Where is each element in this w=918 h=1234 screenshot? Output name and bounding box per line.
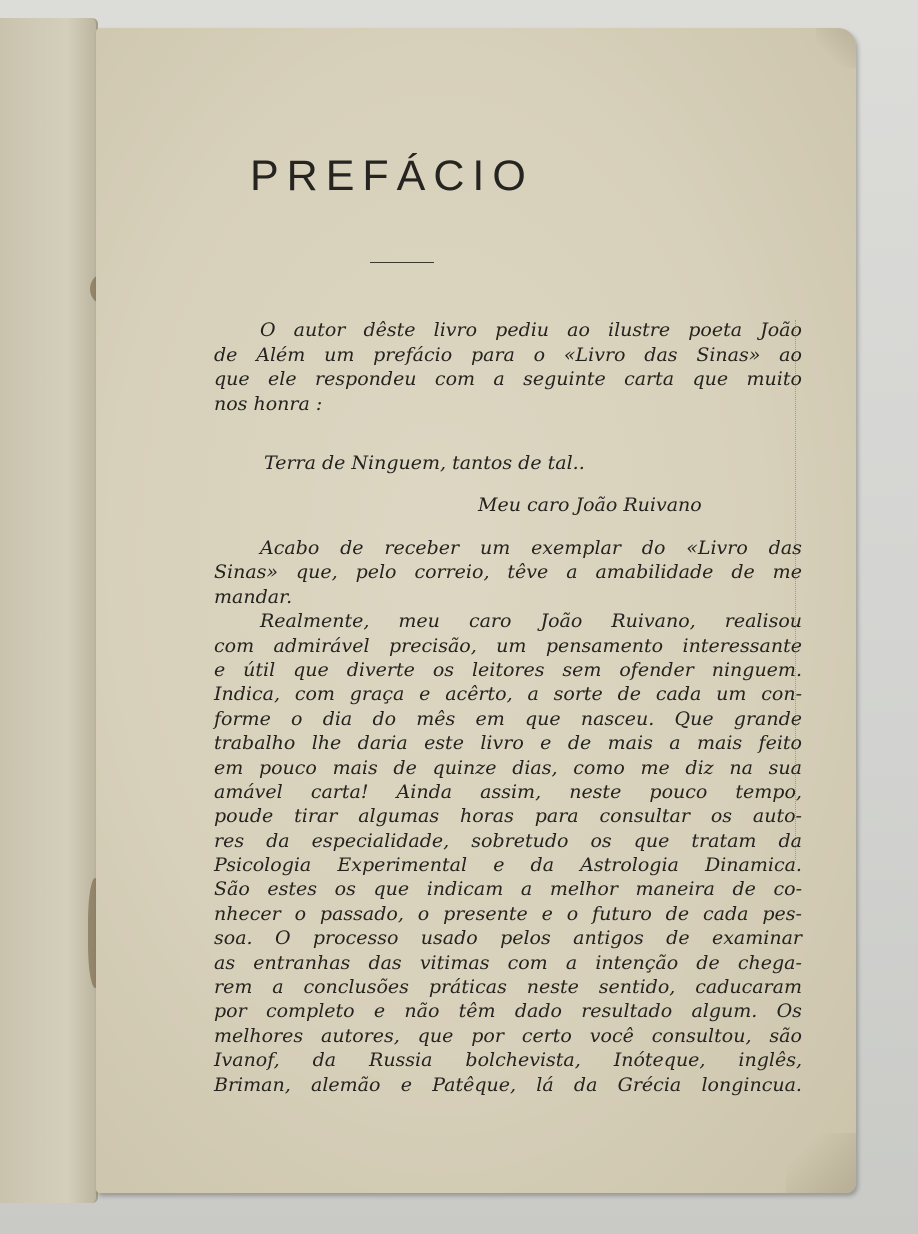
word: você xyxy=(589,1024,634,1047)
word: grande xyxy=(733,707,802,730)
word: carta! xyxy=(310,780,369,803)
word: o xyxy=(417,902,430,925)
word: como xyxy=(573,756,625,779)
text-line xyxy=(214,658,802,682)
word: das xyxy=(768,537,802,559)
text-line xyxy=(214,1024,802,1048)
word: sorte xyxy=(553,683,603,706)
word: João xyxy=(760,319,802,341)
word: que xyxy=(417,1024,454,1047)
word: do xyxy=(372,707,397,730)
word: por xyxy=(214,1000,247,1023)
text-line xyxy=(214,343,802,368)
word: o xyxy=(294,902,307,925)
word: completo xyxy=(265,1000,355,1023)
text-line xyxy=(214,731,802,755)
word: amável xyxy=(214,780,283,803)
word: pensamento xyxy=(545,634,664,657)
word: passado, xyxy=(319,902,404,925)
word: a xyxy=(566,561,578,584)
word: a xyxy=(520,878,533,901)
word: entranhas xyxy=(253,951,351,974)
word: diverte xyxy=(346,658,415,681)
word: de xyxy=(732,878,756,901)
word: O xyxy=(274,927,291,950)
word: pes- xyxy=(762,902,802,925)
word: Grécia xyxy=(617,1073,682,1096)
word: que xyxy=(692,368,729,391)
word: consultou, xyxy=(651,1024,752,1047)
word: o xyxy=(291,707,303,730)
word: futuro xyxy=(592,902,652,925)
text-line xyxy=(214,609,802,633)
word: carta xyxy=(624,368,675,391)
text-line xyxy=(214,829,802,853)
text-line xyxy=(214,999,802,1023)
word: acêrto, xyxy=(445,683,513,706)
word: Realmente, xyxy=(260,610,370,633)
text-line xyxy=(214,1048,802,1072)
word: Dinamica. xyxy=(704,854,802,877)
word: Briman, xyxy=(214,1073,291,1096)
word: neste xyxy=(569,780,622,803)
word: a xyxy=(493,368,505,391)
word: ofender xyxy=(619,658,694,681)
word: ao xyxy=(779,343,802,366)
text-line xyxy=(214,707,802,731)
word: res xyxy=(214,829,245,852)
text-line: nos honra : xyxy=(214,393,323,416)
word: pouco xyxy=(649,780,708,803)
word: práticas xyxy=(428,976,507,999)
word: admirável xyxy=(273,634,370,657)
word: Sinas» xyxy=(696,343,761,366)
word: Os xyxy=(776,1000,802,1023)
word: respondeu xyxy=(314,368,417,391)
word: meu xyxy=(398,610,440,633)
text-line xyxy=(214,877,802,901)
word: a xyxy=(565,951,578,974)
word: os xyxy=(710,805,733,828)
word: trabalho xyxy=(214,732,296,755)
word: indicam xyxy=(426,878,504,901)
word: mês xyxy=(416,707,456,730)
word: caro xyxy=(468,610,512,633)
word: este xyxy=(424,732,464,755)
word: que xyxy=(293,658,329,681)
text-line xyxy=(214,926,802,950)
word: as xyxy=(214,951,236,974)
word: de xyxy=(567,732,592,755)
word: um xyxy=(496,634,527,657)
word: das xyxy=(644,343,678,366)
letter-body xyxy=(214,536,802,1097)
word: tratam xyxy=(691,829,757,852)
word: bolchevista, xyxy=(465,1049,581,1072)
word: amabilidade xyxy=(595,561,714,584)
word: da xyxy=(266,829,290,852)
word: do xyxy=(641,537,666,559)
text-line xyxy=(214,756,802,780)
word: Indica, xyxy=(214,683,280,706)
word: mais xyxy=(607,732,653,755)
text-line xyxy=(214,318,802,343)
word: lhe xyxy=(311,732,342,755)
word: presente xyxy=(443,902,528,925)
word: precisão, xyxy=(388,634,477,657)
text-line xyxy=(214,682,802,706)
word: Inóteque, xyxy=(613,1049,706,1072)
word: O xyxy=(260,319,276,341)
word: exemplar xyxy=(531,537,621,559)
word: nasceu. xyxy=(580,707,655,730)
word: que xyxy=(373,878,410,901)
word: para xyxy=(470,343,515,366)
word: resultado xyxy=(581,1000,673,1023)
word: da xyxy=(778,829,802,852)
word: Astrologia xyxy=(580,854,679,877)
text-line xyxy=(214,634,802,658)
word: em xyxy=(475,707,505,730)
word: um xyxy=(716,683,747,706)
word: certo xyxy=(521,1024,572,1047)
word: mais xyxy=(332,756,378,779)
word: e xyxy=(400,1073,412,1096)
word: são xyxy=(769,1024,802,1047)
facing-page-edge xyxy=(0,18,98,1203)
word: assim, xyxy=(480,780,542,803)
word: e xyxy=(541,902,553,925)
word: da xyxy=(573,1073,598,1096)
word: autor xyxy=(293,319,346,341)
word: graça xyxy=(349,683,405,706)
word: que xyxy=(214,368,250,391)
word: auto- xyxy=(752,805,802,828)
title-rule xyxy=(370,262,434,263)
text-line xyxy=(214,560,802,584)
word: a xyxy=(527,683,539,706)
word: têm xyxy=(458,1000,496,1023)
word: me xyxy=(640,756,670,779)
word: quinze xyxy=(432,756,497,779)
word: alemão xyxy=(311,1073,381,1096)
word: con- xyxy=(761,683,802,706)
word: Que xyxy=(674,707,714,730)
word: com xyxy=(214,634,255,657)
word: neste xyxy=(526,976,579,999)
word: muito xyxy=(746,368,802,391)
word: nhecer xyxy=(214,902,281,925)
word: melhores xyxy=(214,1024,304,1047)
text-line xyxy=(214,780,802,804)
word: os xyxy=(334,878,356,901)
word: dêste xyxy=(363,319,416,341)
word: e xyxy=(540,732,552,755)
word: com xyxy=(507,951,548,974)
word: ao xyxy=(567,319,590,341)
text-line xyxy=(214,536,802,560)
word: de xyxy=(393,756,417,779)
word: da xyxy=(312,1049,337,1072)
letter-salutation: Meu caro João Ruivano xyxy=(478,494,702,516)
word: ninguem. xyxy=(711,658,802,681)
word: livro xyxy=(480,732,524,755)
word: pelo xyxy=(355,561,397,584)
word: prefácio xyxy=(373,343,453,366)
word: vitimas xyxy=(419,951,490,974)
word: ele xyxy=(268,368,297,391)
word: Ruivano, xyxy=(611,610,696,633)
word: para xyxy=(534,805,579,828)
word: pelos xyxy=(500,927,551,950)
word: de xyxy=(340,537,364,559)
word: chega- xyxy=(737,951,802,974)
word: caducaram xyxy=(695,976,802,999)
word: intenção xyxy=(595,951,679,974)
word: um xyxy=(324,343,355,366)
letter-place-date: Terra de Ninguem, tantos de tal.. xyxy=(264,452,585,474)
text-line: mandar. xyxy=(214,585,293,608)
word: co- xyxy=(773,878,802,901)
word: interessante xyxy=(682,634,802,657)
word: útil xyxy=(243,658,276,681)
word: dado xyxy=(514,1000,562,1023)
word: tempo, xyxy=(735,780,802,803)
word: dia xyxy=(322,707,353,730)
word: conclusões xyxy=(303,976,409,999)
word: da xyxy=(530,854,555,877)
word: Experimental xyxy=(337,854,468,877)
word: em xyxy=(214,756,244,779)
word: o xyxy=(566,902,579,925)
word: Sinas» xyxy=(214,561,279,584)
word: têve xyxy=(507,561,549,584)
word: que xyxy=(524,707,561,730)
word: Russia xyxy=(369,1049,433,1072)
word: a xyxy=(669,732,681,755)
word: um xyxy=(479,537,511,559)
word: Ainda xyxy=(396,780,453,803)
text-line xyxy=(214,975,802,999)
word: processo xyxy=(312,927,399,950)
page-title: PREFÁCIO xyxy=(250,152,534,200)
word: e xyxy=(419,683,431,706)
word: os xyxy=(432,658,455,681)
word: os xyxy=(590,829,612,852)
word: e xyxy=(214,658,226,681)
text-line xyxy=(214,951,802,975)
word: cada xyxy=(702,902,749,925)
word: que, xyxy=(295,561,338,584)
word: correio, xyxy=(414,561,490,584)
intro-paragraph xyxy=(214,318,802,417)
word: seguinte xyxy=(523,368,606,391)
word: com xyxy=(294,683,335,706)
word: São xyxy=(214,878,250,901)
word: por xyxy=(471,1024,504,1047)
word: de xyxy=(617,683,642,706)
word: e xyxy=(493,854,505,877)
word: forme xyxy=(214,707,271,730)
word: com xyxy=(434,368,476,391)
word: realisou xyxy=(724,610,802,633)
word: inglês, xyxy=(738,1049,802,1072)
word: sem xyxy=(562,658,602,681)
text-line xyxy=(214,1073,802,1097)
text-line xyxy=(214,367,802,392)
word: daria xyxy=(357,732,408,755)
word: de xyxy=(665,902,690,925)
word: autores, xyxy=(321,1024,400,1047)
word: usado xyxy=(420,927,478,950)
word: de xyxy=(666,927,690,950)
word: que xyxy=(633,829,670,852)
word: poude xyxy=(214,805,274,828)
word: algum. xyxy=(691,1000,758,1023)
word: ilustre xyxy=(608,319,671,341)
word: melhor xyxy=(549,878,618,901)
word: examinar xyxy=(711,927,802,950)
word: João xyxy=(540,610,583,633)
word: «Livro xyxy=(563,343,626,366)
word: consultar xyxy=(599,805,690,828)
word: feito xyxy=(758,732,802,755)
page-corner-wear xyxy=(816,28,856,68)
word: poeta xyxy=(688,319,743,341)
word: maneira xyxy=(635,878,715,901)
word: dias, xyxy=(512,756,558,779)
word: horas xyxy=(460,805,514,828)
word: livro xyxy=(433,319,478,341)
word: pediu xyxy=(495,319,550,341)
word: pouco xyxy=(258,756,317,779)
word: rem xyxy=(214,976,253,999)
text-line xyxy=(214,902,802,926)
page-corner-wear xyxy=(786,1133,856,1193)
word: sobretudo xyxy=(471,829,569,852)
word: Acabo xyxy=(260,537,320,559)
word: antigos xyxy=(573,927,644,950)
word: sua xyxy=(768,756,802,779)
word: a xyxy=(272,976,284,999)
word: de xyxy=(696,951,720,974)
word: tirar xyxy=(294,805,338,828)
word: o xyxy=(533,343,546,366)
word: receber xyxy=(384,537,460,559)
text-line xyxy=(214,853,802,877)
word: especialidade, xyxy=(311,829,450,852)
word: soa. xyxy=(214,927,253,950)
word: longincua. xyxy=(701,1073,802,1096)
word: e xyxy=(373,1000,386,1023)
word: me xyxy=(772,561,802,584)
word: Psicologia xyxy=(214,854,312,877)
word: na xyxy=(729,756,753,779)
word: diz xyxy=(685,756,714,779)
word: estes xyxy=(267,878,318,901)
word: lá xyxy=(536,1073,554,1096)
word: não xyxy=(404,1000,440,1023)
word: Além xyxy=(256,343,306,366)
word: leitores xyxy=(471,658,545,681)
word: de xyxy=(731,561,755,584)
word: sentido, xyxy=(598,976,676,999)
word: algumas xyxy=(358,805,440,828)
word: «Livro xyxy=(686,537,748,559)
word: das xyxy=(368,951,402,974)
word: mais xyxy=(696,732,743,755)
word: cada xyxy=(655,683,702,706)
word: Ivanof, xyxy=(214,1049,280,1072)
word: Patêque, xyxy=(432,1073,517,1096)
word: de xyxy=(214,343,238,366)
text-line xyxy=(214,804,802,828)
